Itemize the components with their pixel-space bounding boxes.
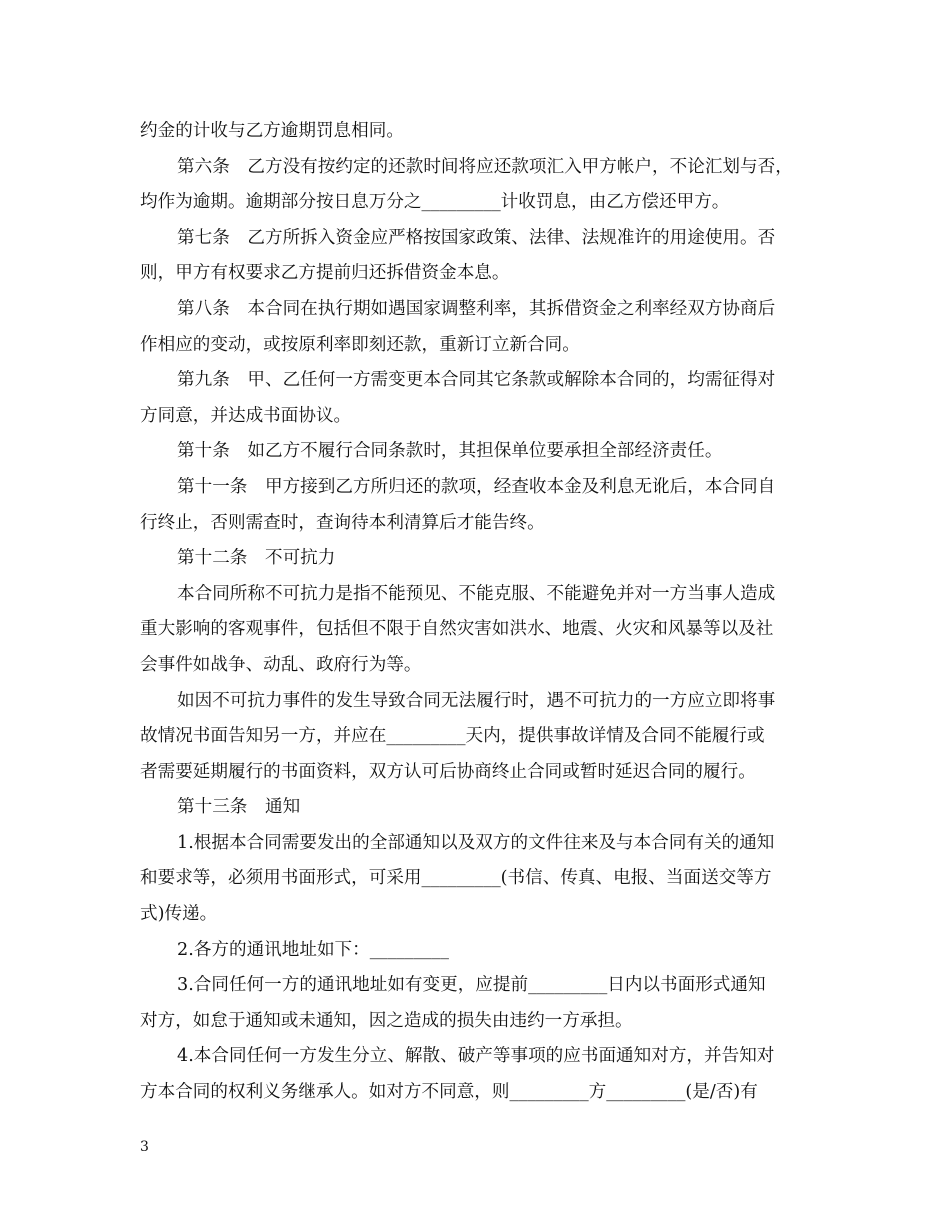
clause-7-line: 第七条 乙方所拆入资金应严格按国家政策、法律、法规准许的用途使用。否 [177,227,776,248]
clause-12-heading: 第十二条 不可抗力 [177,548,336,569]
list-item-2-line: 2.各方的通讯地址如下：_________ [177,939,449,960]
text-line: 者需要延期履行的书面资料，双方认可后协商终止合同或暂时延迟合同的履行。 [140,761,756,782]
contract-body [140,114,832,1111]
list-item-1-line: 1.根据本合同需要发出的全部通知以及双方的文件往来及与本合同有关的通知 [177,832,775,853]
text-line: 重大影响的客观事件，包括但不限于自然灾害如洪水、地震、火灾和风暴等以及社 [140,619,774,640]
text-line: 故情况书面告知另一方，并应在_________天内，提供事故详情及合同不能履行或 [140,726,765,747]
text-line: 对方，如怠于通知或未通知，因之造成的损失由违约一方承担。 [140,1010,633,1031]
paragraph-line: 本合同所称不可抗力是指不能预见、不能克服、不能避免并对一方当事人造成 [177,583,776,604]
text-line: 行终止，否则需查时，查询待本利清算后才能告终。 [140,512,545,533]
text-line: 方本合同的权利义务继承人。如对方不同意，则_________方_________(是/否)有 [140,1082,758,1103]
text-line: 式)传递。 [140,904,218,925]
text-line: 方同意，并达成书面协议。 [140,405,352,426]
list-item-3-line: 3.合同任何一方的通讯地址如有变更，应提前_________日内以书面形式通知 [177,975,766,996]
clause-13-heading: 第十三条 通知 [177,797,301,818]
clause-9-line: 第九条 甲、乙任何一方需变更本合同其它条款或解除本合同的，均需征得对 [177,370,776,391]
clause-8-line: 第八条 本合同在执行期如遇国家调整利率，其拆借资金之利率经双方协商后 [177,298,776,319]
text-line: 约金的计收与乙方逾期罚息相同。 [140,121,404,141]
clause-6-line: 第六条 乙方没有按约定的还款时间将应还款项汇入甲方帐户，不论汇划与否， [177,156,793,177]
clause-10-line: 第十条 如乙方不履行合同条款时，其担保单位要承担全部经济责任。 [177,441,723,462]
list-item-4-line: 4.本合同任何一方发生分立、解散、破产等事项的应书面通知对方，并告知对 [177,1046,775,1067]
text-line: 和要求等，必须用书面形式，可采用_________(书信、传真、电报、当面送交等方 [140,868,772,889]
clause-11-line: 第十一条 甲方接到乙方所归还的款项，经查收本金及利息无讹后，本合同自 [177,476,776,497]
text-line: 会事件如战争、动乱、政府行为等。 [140,654,422,675]
page-number: 3 [140,1139,149,1155]
text-line: 则，甲方有权要求乙方提前归还拆借资金本息。 [140,263,510,284]
text-line: 均作为逾期。逾期部分按日息万分之_________计收罚息，由乙方偿还甲方。 [140,192,730,213]
text-line: 作相应的变动，或按原利率即刻还款，重新订立新合同。 [140,334,580,355]
paragraph-line: 如因不可抗力事件的发生导致合同无法履行时，遇不可抗力的一方应立即将事 [177,690,776,711]
